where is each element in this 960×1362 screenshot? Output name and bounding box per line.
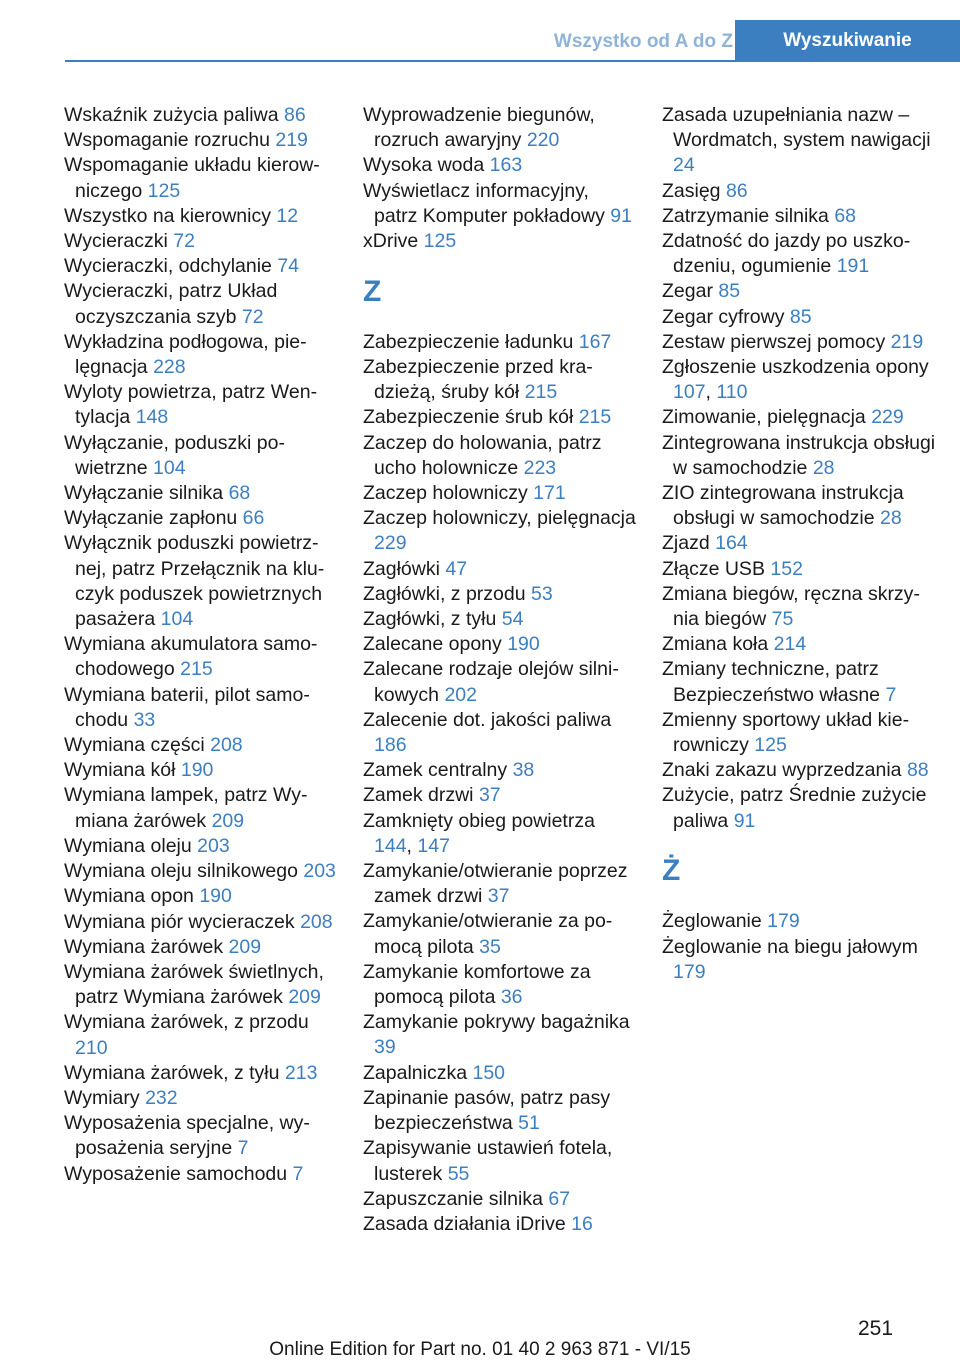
index-term: Zimowanie, pielęgnacja xyxy=(662,406,872,429)
page-link[interactable]: 228 xyxy=(153,356,186,379)
index-entry xyxy=(363,1212,637,1237)
index-entry xyxy=(662,557,936,582)
page-link[interactable]: 53 xyxy=(531,582,553,605)
page-link[interactable]: 91 xyxy=(733,809,756,832)
page-link[interactable]: 7 xyxy=(292,1162,304,1185)
page-link[interactable]: 38 xyxy=(512,759,535,782)
index-term: Wymiana oleju silnikowego xyxy=(64,860,304,883)
index-term: Zamykanie/otwieranie poprzez zamek drzwi xyxy=(363,860,628,908)
index-term: Zmiana biegów, ręczna skrzynia biegów xyxy=(662,582,920,631)
page-link[interactable]: 190 xyxy=(180,759,214,782)
index-term: Zamek centralny xyxy=(363,759,513,782)
index-term: Zaczep holowniczy xyxy=(363,482,534,505)
index-entry xyxy=(64,506,338,531)
index-term: Wymiana kół xyxy=(64,759,181,782)
index-term: Wspomaganie rozruchu xyxy=(64,129,276,152)
index-term: Zamknięty obieg powietrza xyxy=(363,809,595,832)
index-term: Zasada działania iDrive xyxy=(363,1212,572,1235)
index-term: Wymiary xyxy=(64,1086,146,1109)
index-entry xyxy=(64,859,338,884)
index-term: Żeglowanie na biegu jałowym xyxy=(662,935,918,958)
page-link[interactable]: 85 xyxy=(718,280,741,303)
index-entry xyxy=(64,884,338,909)
page-link[interactable]: 7 xyxy=(885,683,897,706)
index-term: Wyłączanie zapłonu xyxy=(64,507,243,530)
index-term: Zamykanie pokrywy bagażnika xyxy=(363,1011,630,1034)
index-term: Wyłącznik poduszki powietrznej, patrz Przełącznik na kluczyk poduszek powietrznych pasażera xyxy=(64,532,325,631)
page-link[interactable]: 16 xyxy=(571,1212,593,1235)
index-entry xyxy=(662,305,936,330)
index-term: Zegar xyxy=(662,280,719,303)
index-column-3 xyxy=(662,103,936,985)
page-link[interactable]: 208 xyxy=(210,734,243,757)
index-entry xyxy=(64,1061,338,1086)
index-entry xyxy=(64,204,338,229)
page-link[interactable]: 125 xyxy=(423,230,457,253)
index-term: Zmiany techniczne, patrz Bezpieczeństwo własne xyxy=(662,658,886,706)
index-term: Zagłówki, z tyłu xyxy=(363,608,502,631)
page-link[interactable]: 68 xyxy=(834,204,857,227)
page-link[interactable]: 86 xyxy=(725,179,748,202)
index-entry xyxy=(662,103,936,179)
index-term: Wymiana żarówek, z przodu xyxy=(64,1011,309,1034)
index-entry: Zgłoszenie uszkodzenia opony 107, 110 xyxy=(662,356,929,404)
page-link[interactable]: 208 xyxy=(300,910,333,933)
page-link[interactable]: 144 xyxy=(374,834,407,857)
page-link[interactable]: 54 xyxy=(501,608,524,631)
page-link[interactable]: 39 xyxy=(374,1036,396,1059)
page-link[interactable]: 85 xyxy=(789,305,812,328)
index-entry xyxy=(363,632,637,657)
index-term: Zabezpieczenie przed kradzieżą, śruby kół xyxy=(363,356,593,404)
index-term: Zjazd xyxy=(662,532,716,555)
page-link[interactable]: 152 xyxy=(770,557,803,580)
index-entry xyxy=(64,254,338,279)
index-entry xyxy=(64,834,338,859)
index-term: Wycieraczki, patrz Układ oczyszczania szyb xyxy=(64,280,278,328)
index-term: Znaki zakazu wyprzedzania xyxy=(662,759,907,782)
index-entry xyxy=(64,431,338,481)
index-term: Wymiana baterii, pilot samochodu xyxy=(64,683,310,731)
index-term: Wymiana akumulatora samochodowego xyxy=(64,633,318,681)
page-link[interactable]: 179 xyxy=(673,960,706,983)
index-entry xyxy=(363,909,637,959)
page-link[interactable]: 210 xyxy=(75,1036,108,1059)
page-link[interactable]: 68 xyxy=(228,482,251,505)
page-link[interactable]: 37 xyxy=(478,784,501,807)
page-link[interactable]: 24 xyxy=(673,154,695,177)
page-link[interactable]: 171 xyxy=(533,482,566,505)
index-entry xyxy=(363,1010,637,1060)
index-term: Wykładzina podłogowa, pielęgnacja xyxy=(64,330,307,379)
page-link[interactable]: 214 xyxy=(773,633,807,656)
page-link[interactable]: 179 xyxy=(767,910,800,933)
index-entry xyxy=(363,481,637,506)
index-term: Wskaźnik zużycia paliwa xyxy=(64,104,284,126)
index-term: Wymiana żarówek xyxy=(64,935,229,958)
index-entry xyxy=(662,582,936,632)
page-link[interactable]: 125 xyxy=(754,734,787,757)
index-entry xyxy=(64,935,338,960)
index-entry xyxy=(64,733,338,758)
index-term: Zatrzymanie silnika xyxy=(662,204,835,227)
index-entry xyxy=(363,960,637,1010)
search-tab[interactable]: Wyszukiwanie xyxy=(735,20,960,61)
page-link[interactable]: 28 xyxy=(880,507,902,530)
index-term: Wymiana opon xyxy=(64,885,200,908)
index-term: Zestaw pierwszej pomocy xyxy=(662,330,891,353)
index-entry xyxy=(64,330,338,380)
index-entry xyxy=(64,632,338,682)
index-entry xyxy=(662,909,936,934)
index-entry xyxy=(64,1086,338,1111)
index-term: Zapisywanie ustawień fotela, lusterek xyxy=(363,1137,613,1185)
index-entry xyxy=(363,783,637,808)
index-term: Zużycie, patrz Średnie zużycie paliwa xyxy=(662,784,927,832)
page-link[interactable]: 51 xyxy=(518,1112,540,1135)
index-entry xyxy=(662,531,936,556)
index-term: Zapinanie pasów, patrz pasy bezpieczeństwa xyxy=(363,1086,611,1135)
index-entry xyxy=(363,103,637,153)
page-link[interactable]: 232 xyxy=(145,1086,178,1109)
index-entry xyxy=(662,783,936,833)
index-entry xyxy=(363,330,637,355)
page-link[interactable]: 36 xyxy=(500,986,523,1009)
index-term: Zagłówki, z przodu xyxy=(363,582,531,605)
index-entry xyxy=(64,103,338,128)
index-entry xyxy=(662,481,936,531)
index-entry xyxy=(64,153,338,203)
page-link[interactable]: 72 xyxy=(241,305,264,328)
index-entry xyxy=(363,153,637,178)
page-link[interactable]: 229 xyxy=(374,532,407,555)
index-entry xyxy=(662,279,936,304)
index-term: Zamykanie/otwieranie za pomocą pilota xyxy=(363,910,613,958)
index-term: Zdatność do jazdy po uszkodzeniu, ogumienie xyxy=(662,230,911,278)
page-link[interactable]: 219 xyxy=(275,129,308,152)
index-term: Zmienny sportowy układ kierowniczy xyxy=(662,708,910,757)
index-term: Zalecane opony xyxy=(363,633,508,656)
page-link[interactable]: 215 xyxy=(524,381,558,404)
page-link[interactable]: 167 xyxy=(578,330,612,353)
index-term: Wyposażenie samochodu xyxy=(64,1162,293,1185)
index-term: Wyłączanie, poduszki powietrzne xyxy=(64,431,285,479)
page-link[interactable]: 88 xyxy=(906,759,929,782)
index-entry xyxy=(363,708,637,758)
index-term: Złącze USB xyxy=(662,557,771,580)
page-link[interactable]: 75 xyxy=(771,608,794,631)
index-term: Żeglowanie xyxy=(662,910,768,933)
page-link[interactable]: 202 xyxy=(444,683,477,706)
page-link[interactable]: 213 xyxy=(284,1061,318,1084)
index-entry xyxy=(363,1187,637,1212)
index-entry xyxy=(662,657,936,707)
index-term: Zaczep do holowania, patrz ucho holownicze xyxy=(363,431,602,479)
index-entry xyxy=(363,355,637,405)
page-link[interactable]: 37 xyxy=(487,885,510,908)
index-column-1 xyxy=(64,103,338,1187)
index-entry xyxy=(363,405,637,430)
index-term: Zapalniczka xyxy=(363,1061,473,1084)
index-entry xyxy=(363,758,637,783)
index-entry xyxy=(64,783,338,833)
index-entry xyxy=(363,431,637,481)
page-link[interactable]: 35 xyxy=(479,935,501,958)
index-term: Wymiana oleju xyxy=(64,834,198,857)
index-term: Wyłączanie silnika xyxy=(64,482,229,505)
letter-heading: Z xyxy=(363,274,382,308)
index-term: Wymiana części xyxy=(64,734,211,757)
index-term: Wymiana lampek, patrz Wymiana żarówek xyxy=(64,784,308,832)
page-link[interactable]: 67 xyxy=(548,1187,571,1210)
index-entry xyxy=(363,1136,637,1186)
index-term: Zagłówki xyxy=(363,557,446,580)
index-term: Zamykanie komfortowe za pomocą pilota xyxy=(363,960,591,1009)
index-term: Zalecenie dot. jakości paliwa xyxy=(363,708,612,731)
page-link[interactable]: 220 xyxy=(526,129,560,152)
page-link[interactable]: 163 xyxy=(489,154,523,177)
index-entry xyxy=(363,582,637,607)
index-entry xyxy=(363,859,637,909)
index-entry xyxy=(363,557,637,582)
index-entry xyxy=(662,405,936,430)
index-entry xyxy=(64,279,338,329)
index-term: Wymiana żarówek świetlnych, patrz Wymiana żarówek xyxy=(64,960,324,1009)
page-link[interactable]: 66 xyxy=(242,507,265,530)
index-entry xyxy=(363,179,637,229)
page-link[interactable]: 191 xyxy=(836,255,870,278)
index-term: Wymiana piór wycieraczek xyxy=(64,910,301,933)
page-link[interactable]: 28 xyxy=(812,456,835,479)
page-link[interactable]: 190 xyxy=(507,633,540,656)
page-link[interactable]: 86 xyxy=(283,104,306,126)
index-entry xyxy=(662,431,936,481)
page-number: 251 xyxy=(858,1317,894,1340)
index-entry xyxy=(64,229,338,254)
page-link[interactable]: 209 xyxy=(288,986,321,1009)
section-title: Wszystko od A do Z xyxy=(553,31,733,52)
page-link[interactable]: 203 xyxy=(303,860,336,883)
index-entry xyxy=(64,1162,338,1187)
index-term: Zasięg xyxy=(662,179,726,202)
index-term: Wyposażenia specjalne, wyposażenia seryjne xyxy=(64,1112,310,1160)
index-term: Zabezpieczenie śrub kół xyxy=(363,406,579,429)
index-entry xyxy=(64,960,338,1010)
page-link[interactable]: 209 xyxy=(211,809,245,832)
index-entry xyxy=(363,607,637,632)
page-link[interactable]: 219 xyxy=(890,330,924,353)
index-term: Zegar cyfrowy xyxy=(662,305,790,328)
page-link[interactable]: 72 xyxy=(173,230,195,253)
index-term: Zintegrowana instrukcja obsługi w samochodzie xyxy=(662,431,936,479)
index-entry xyxy=(64,758,338,783)
index-entry xyxy=(363,1061,637,1086)
index-entry xyxy=(662,632,936,657)
page-link[interactable]: 55 xyxy=(447,1162,470,1185)
index-term: Zaczep holowniczy, pielęgnacja xyxy=(363,507,636,530)
index-column-2 xyxy=(363,103,637,1237)
index-entry xyxy=(64,910,338,935)
index-entry xyxy=(662,935,936,985)
page-link[interactable]: 107 xyxy=(673,381,706,404)
page-link[interactable]: 203 xyxy=(197,834,230,857)
index-entry xyxy=(363,657,637,707)
page-link[interactable]: 190 xyxy=(199,885,232,908)
index-term: Wymiana żarówek, z tyłu xyxy=(64,1061,285,1084)
index-term: Zapuszczanie silnika xyxy=(363,1187,549,1210)
page-link[interactable]: 33 xyxy=(133,708,156,731)
index-term: Wycieraczki, odchylanie xyxy=(64,255,278,278)
page-link[interactable]: 186 xyxy=(374,734,407,757)
index-entry xyxy=(662,758,936,783)
index-term: Wspomaganie układu kierowniczego xyxy=(64,154,320,202)
page-link[interactable]: 150 xyxy=(472,1061,506,1084)
index-entry xyxy=(64,481,338,506)
index-term: Wycieraczki xyxy=(64,230,174,253)
index-term: ZIO zintegrowana instrukcja obsługi w samochodzie xyxy=(662,482,904,530)
page-link[interactable]: 12 xyxy=(276,204,299,227)
index-term: Zamek drzwi xyxy=(363,784,479,807)
index-entry xyxy=(64,380,338,430)
index-term: Zasada uzupełniania nazw – Wordmatch, system nawigacji xyxy=(662,104,931,152)
index-entry xyxy=(662,229,936,279)
index-entry xyxy=(363,506,637,556)
page-link[interactable]: 7 xyxy=(237,1137,249,1160)
index-term: xDrive xyxy=(363,230,424,253)
page-link[interactable]: 147 xyxy=(417,834,450,857)
index-entry xyxy=(662,179,936,204)
page-link[interactable]: 148 xyxy=(135,406,169,429)
page-link[interactable]: 215 xyxy=(578,406,612,429)
index-entry xyxy=(662,330,936,355)
page-link[interactable]: 104 xyxy=(153,456,186,479)
page-link[interactable]: 74 xyxy=(277,255,300,278)
page-link[interactable]: 110 xyxy=(716,381,748,404)
index-entry xyxy=(64,128,338,153)
page-link[interactable]: 104 xyxy=(160,608,194,631)
index-entry xyxy=(662,708,936,758)
index-entry xyxy=(64,531,338,632)
index-term: Zabezpieczenie ładunku xyxy=(363,330,579,353)
page-link[interactable]: 209 xyxy=(228,935,262,958)
index-term: Zgłoszenie uszkodzenia opony xyxy=(662,356,929,379)
page-link[interactable]: 164 xyxy=(715,532,748,555)
index-term: Wyprowadzenie biegunów, rozruch awaryjny xyxy=(363,104,595,152)
page-link[interactable]: 223 xyxy=(523,456,557,479)
page-link[interactable]: 215 xyxy=(180,658,213,681)
index-term: Wysoka woda xyxy=(363,154,490,177)
index-entry xyxy=(64,1111,338,1161)
page-link[interactable]: 47 xyxy=(445,557,468,580)
index-term: Wyloty powietrza, patrz Wentylacja xyxy=(64,381,318,429)
index-term: Zalecane rodzaje olejów silnikowych xyxy=(363,658,619,706)
page-link[interactable]: 125 xyxy=(147,179,181,202)
page-link[interactable]: 91 xyxy=(610,204,632,227)
page-link[interactable]: 229 xyxy=(871,406,904,429)
index-term: Zmiana koła xyxy=(662,633,774,656)
index-entry: Zamknięty obieg powietrza 144, 147 xyxy=(363,809,595,857)
index-entry xyxy=(363,1086,637,1136)
index-entry xyxy=(64,683,338,733)
index-term: Wyświetlacz informacyjny, patrz Komputer pokładowy xyxy=(363,179,611,227)
index-entry xyxy=(363,229,637,254)
index-term: Wszystko na kierownicy xyxy=(64,204,277,227)
edition-footer: Online Edition for Part no. 01 40 2 963 871 - VI/15 xyxy=(269,1339,691,1360)
letter-heading: Ż xyxy=(662,854,681,888)
index-entry xyxy=(662,204,936,229)
index-entry xyxy=(64,1010,338,1060)
